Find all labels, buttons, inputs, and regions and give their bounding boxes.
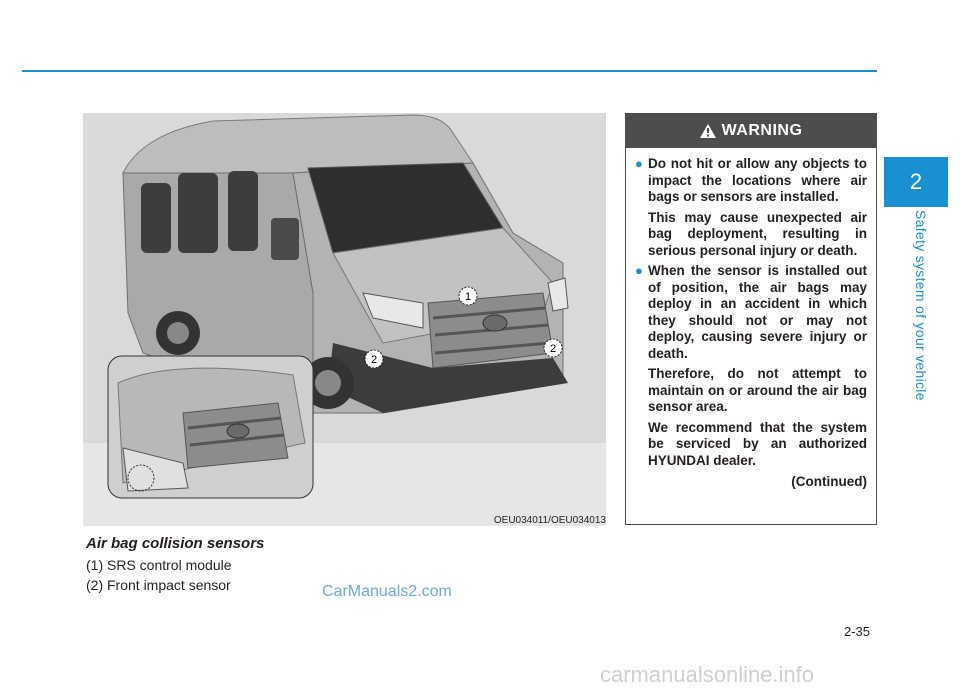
warning-item-text: When the sensor is installed out of position, the air bags may deploy in an accident in which they should not or may not deploy, causing severe injury or death. xyxy=(648,263,867,361)
watermark-link[interactable]: CarManuals2.com xyxy=(322,583,452,600)
caption-item: (2) Front impact sensor xyxy=(86,577,231,593)
page-number: 2-35 xyxy=(843,624,870,639)
warning-item-text: Do not hit or allow any objects to impact the locations where air bags or sensors are installed. xyxy=(648,156,867,204)
caption-item: (1) SRS control module xyxy=(86,557,232,573)
bullet-icon: ● xyxy=(635,156,643,171)
bullet-icon: ● xyxy=(635,263,643,278)
van-illustration xyxy=(83,113,606,526)
marker-2-right-label: 2 xyxy=(549,343,557,355)
top-rule xyxy=(22,70,877,72)
section-number-tab[interactable] xyxy=(884,157,948,207)
warning-item xyxy=(635,156,867,206)
warning-header xyxy=(626,114,876,148)
marker-2-left-label: 2 xyxy=(370,354,378,366)
marker-1-label: 1 xyxy=(464,291,472,303)
warning-box xyxy=(625,113,877,525)
warning-title: WARNING xyxy=(721,122,803,139)
footer-watermark: carmanualsonline.info xyxy=(600,662,815,687)
figure-code: OEU034011/OEU034013 xyxy=(493,515,606,526)
warning-paragraph: We recommend that the system be serviced by an authorized HYUNDAI dealer. xyxy=(648,419,867,468)
section-number: 2 xyxy=(909,169,923,194)
warning-item xyxy=(635,263,867,362)
caption-title: Air bag collision sensors xyxy=(86,535,265,552)
warning-paragraph: Therefore, do not attempt to maintain on or around the air bag sensor area. xyxy=(648,366,867,414)
warning-triangle-icon xyxy=(700,124,716,138)
warning-paragraph: This may cause unexpected air bag deployment, resulting in serious personal injury or death. xyxy=(648,209,867,258)
section-title: Safety system of your vehicle xyxy=(913,210,929,401)
continued-label: (Continued) xyxy=(791,474,867,489)
